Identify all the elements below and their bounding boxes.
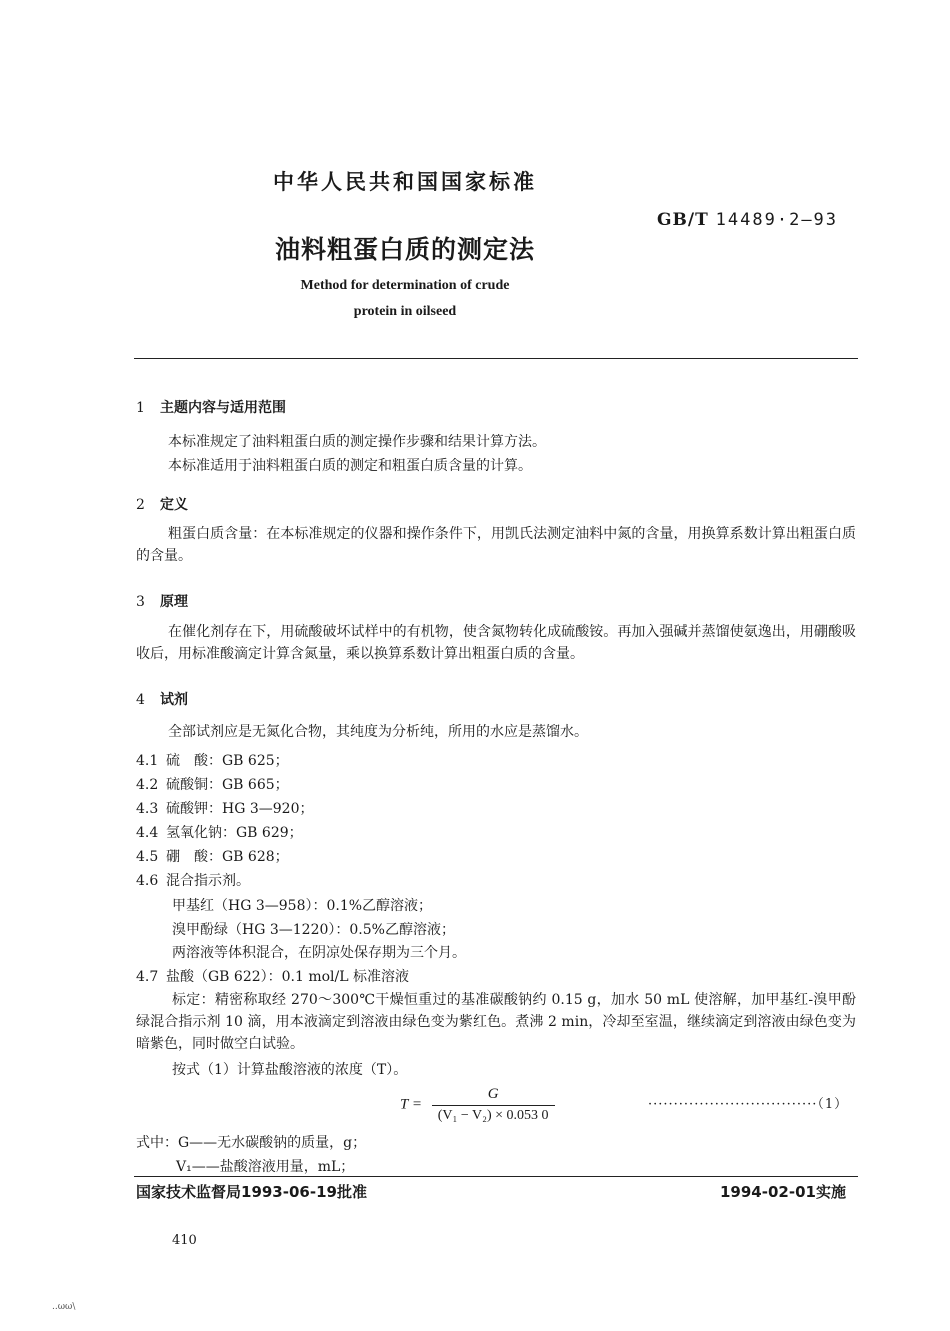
section-2-paragraph: 粗蛋白质含量：在本标准规定的仪器和操作条件下，用凯氏法测定油料中氮的含量，用换算系数计算出粗蛋白质的含量。 — [136, 526, 856, 564]
standard-number — [657, 210, 838, 230]
formula-numerator: G — [487, 1086, 499, 1102]
section-1-heading — [136, 397, 286, 417]
english-title-line-1: Method for determination of crude — [300, 278, 510, 293]
section-number: 1 — [136, 400, 145, 416]
section-4-heading — [136, 689, 188, 709]
section-2-heading — [136, 494, 188, 514]
section-title: 原理 — [160, 594, 188, 610]
standard-header: 中华人民共和国国家标准 — [273, 170, 537, 194]
reagent-item: 4.5 硼 酸：GB 628； — [136, 849, 289, 865]
effective-date: 1994-02-01实施 — [720, 1183, 846, 1201]
page-number: 410 — [172, 1233, 197, 1248]
section-number: 2 — [136, 497, 145, 513]
indicator-line: 两溶液等体积混合，在阴凉处保存期为三个月。 — [172, 945, 466, 961]
section-title: 试剂 — [160, 692, 188, 708]
indicator-line: 甲基红（HG 3—958）：0.1%乙醇溶液； — [172, 898, 433, 914]
section-title: 定义 — [160, 497, 188, 513]
reagent-item: 4.3 硫酸钾：HG 3—920； — [136, 801, 314, 817]
section-3-paragraph: 在催化剂存在下，用硫酸破坏试样中的有机物，使含氮物转化成硫酸铵。再加入强碱并蒸馏使氨逸出，用硼酸吸收后，用标准酸滴定计算含氮量，乘以换算系数计算出粗蛋白质的含量。 — [136, 624, 856, 662]
formula-fraction — [432, 1086, 555, 1124]
calibration-paragraph: 标定：精密称取经 270～300℃干燥恒重过的基准碳酸钠约 0.15 g，加水 50 mL 使溶解，加甲基红-溴甲酚绿混合指示剂 10 滴，用本液滴定到溶液由绿色变为紫红色。煮沸 2 min，冷却至室温，继续滴定到溶液由绿色变为暗紫色，同时做空白试验。 — [136, 992, 856, 1052]
reagent-item-4-7: 4.7 盐酸（GB 622）：0.1 mol/L 标准溶液 — [136, 969, 410, 985]
section-number: 4 — [136, 692, 145, 708]
legend-line-2: V₁——盐酸溶液用量，mL； — [176, 1159, 355, 1175]
section-number: 3 — [136, 594, 145, 610]
footer-divider — [134, 1176, 858, 1177]
section-1-paragraph-2: 本标准适用于油料粗蛋白质的测定和粗蛋白质含量的计算。 — [168, 458, 532, 474]
standard-prefix: GB/T — [657, 210, 709, 230]
reagent-item: 4.4 氢氧化钠：GB 629； — [136, 825, 303, 841]
section-title: 主题内容与适用范围 — [160, 400, 286, 416]
equation-number: ·································（1） — [648, 1097, 849, 1112]
reagent-item: 4.2 硫酸铜：GB 665； — [136, 777, 289, 793]
section-1-paragraph-1: 本标准规定了油料粗蛋白质的测定操作步骤和结果计算方法。 — [168, 434, 546, 450]
scan-artifact: ..ωω\ — [52, 1302, 76, 1312]
formula-lhs: T = — [400, 1096, 422, 1113]
approval-date: 国家技术监督局1993-06-19批准 — [136, 1183, 367, 1201]
chinese-title: 油料粗蛋白质的测定法 — [274, 235, 535, 264]
formula-intro: 按式（1）计算盐酸溶液的浓度（T）。 — [172, 1062, 408, 1078]
formula-denominator: (V₁ − V₂) × 0.053 0 — [432, 1105, 555, 1124]
reagent-item: 4.6 混合指示剂。 — [136, 873, 250, 889]
section-3-heading — [136, 591, 188, 611]
english-title-line-2: protein in oilseed — [353, 304, 457, 319]
legend-line-1: 式中：G——无水碳酸钠的质量，g； — [136, 1135, 367, 1151]
section-4-intro: 全部试剂应是无氮化合物，其纯度为分析纯，所用的水应是蒸馏水。 — [168, 724, 588, 740]
standard-code: 14489·2—93 — [715, 210, 839, 230]
header-divider — [134, 358, 858, 359]
reagent-item: 4.1 硫 酸：GB 625； — [136, 753, 289, 769]
formula-1 — [400, 1086, 555, 1124]
indicator-line: 溴甲酚绿（HG 3—1220）：0.5%乙醇溶液； — [172, 922, 455, 938]
